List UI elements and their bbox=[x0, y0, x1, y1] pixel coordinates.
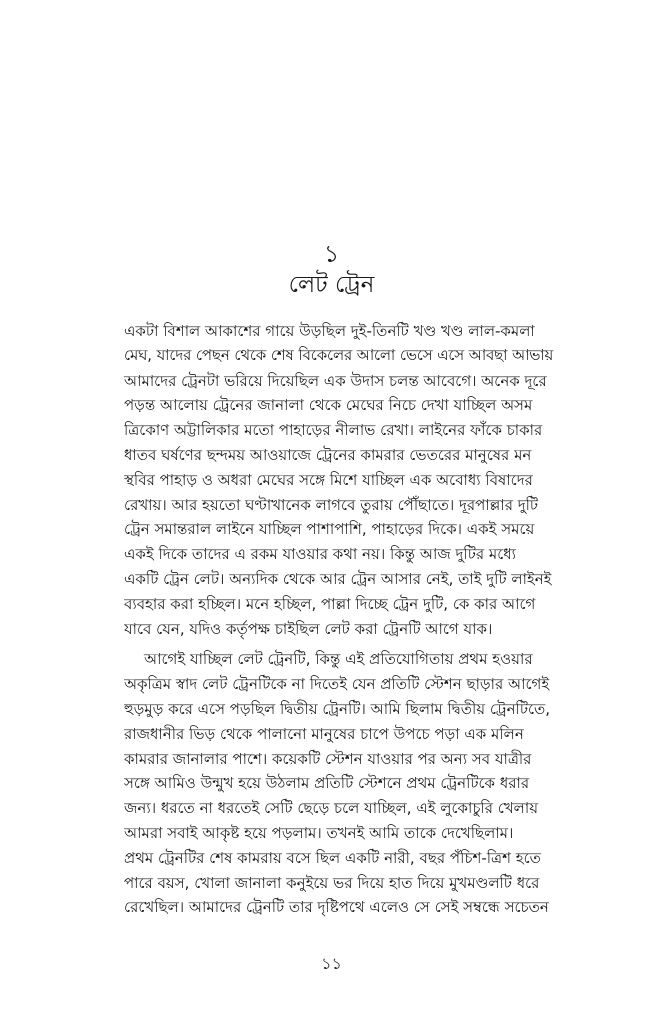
page-number: ১১ bbox=[321, 954, 342, 973]
text-line: প্রথম ট্রেনটির শেষ কামরায় বসে ছিল একটি নারী, বছর পঁচিশ-ত্রিশ হতে bbox=[124, 848, 541, 867]
text-line: ট্রেন সমান্তরাল লাইনে যাচ্ছিল পাশাপাশি, পাহাড়ের দিকে। একই সময়ে bbox=[124, 520, 535, 539]
text-line: পড়ন্ত আলোয় ট্রেনের জানালা থেকে মেঘের নিচে দেখা যাচ্ছিল অসম bbox=[124, 396, 533, 415]
text-line: আগেই যাচ্ছিল লেট ট্রেনটি, কিন্তু এই প্রতিযোগিতায় প্রথম হওয়ার bbox=[144, 650, 533, 669]
text-line: ব্যবহার করা হচ্ছিল। মনে হচ্ছিল, পাল্লা দিচ্ছে ট্রেন দুটি, কে কার আগে bbox=[124, 594, 536, 613]
text-line: ধাতব ঘর্ষণের ছন্দময় আওয়াজে ট্রেনের কামরার ভেতরের মানুষের মন bbox=[124, 445, 532, 464]
chapter-title: লেট ট্রেন bbox=[288, 272, 375, 298]
text-line: আমরা সবাই আকৃষ্ট হয়ে পড়লাম। তখনই আমি তাকে দেখেছিলাম। bbox=[124, 823, 514, 842]
text-line: মেঘ, যাদের পেছন থেকে শেষ বিকেলের আলো ভেসে এসে আবছা আভায় bbox=[124, 346, 554, 364]
text-line: যাবে যেন, যদিও কর্তৃপক্ষ চাইছিল লেট করা ট্রেনটি আগে যাক। bbox=[124, 619, 493, 638]
text-line: একই দিকে তাদের এ রকম যাওয়ার কথা নয়। কিন্তু আজ দুটির মধ্যে bbox=[124, 545, 517, 564]
text-line: একটা বিশাল আকাশের গায়ে উড়ছিল দুই-তিনটি খণ্ড খণ্ড লাল-কমলা bbox=[124, 322, 535, 340]
text-line: একটি ট্রেন লেট। অন্যদিক থেকে আর ট্রেন আসার নেই, তাই দুটি লাইনই bbox=[124, 569, 552, 588]
text-line: জন্য। ধরতে না ধরতেই সেটি ছেড়ে চলে যাচ্ছিল, এই লুকোচুরি খেলায় bbox=[124, 799, 539, 818]
text-line: হুড়মুড় করে এসে পড়ছিল দ্বিতীয় ট্রেনটি। আমি ছিলাম দ্বিতীয় ট্রেনটিতে, bbox=[124, 699, 551, 718]
text-line: আমাদের ট্রেনটা ভরিয়ে দিয়েছিল এক উদাস চলন্ত আবেগে। অনেক দূরে bbox=[124, 371, 547, 390]
text-line: অকৃত্রিম স্বাদ লেট ট্রেনটিকে না দিতেই যেন প্রতিটি স্টেশন ছাড়ার আগেই bbox=[124, 675, 550, 694]
text-line: পারে বয়স, খোলা জানালা কনুইয়ে ভর দিয়ে হাত দিয়ে মুখমণ্ডলটি ধরে bbox=[124, 873, 540, 892]
text-line: ত্রিকোণ অট্টালিকার মতো পাহাড়ের নীলাভ রেখা। লাইনের ফাঁকে চাকার bbox=[124, 421, 543, 440]
text-line: কামরার জানালার পাশে। কয়েকটি স্টেশন যাওয়ার পর অন্য সব যাত্রীর bbox=[124, 749, 532, 768]
paragraph-2 bbox=[124, 647, 558, 920]
body-text bbox=[124, 319, 558, 920]
text-line: সঙ্গে আমিও উন্মুখ হয়ে উঠলাম প্রতিটি স্টেশনে প্রথম ট্রেনটিকে ধরার bbox=[124, 774, 530, 793]
chapter-number: ১ bbox=[323, 240, 340, 268]
text-line: রেখেছিল। আমাদের ট্রেনটি তার দৃষ্টিপথে এলেও সে সেই সম্বন্ধে সচেতন bbox=[124, 898, 549, 917]
text-line: স্থবির পাহাড় ও অধরা মেঘের সঙ্গে মিশে যাচ্ছিল এক অবোধ্য বিষাদের bbox=[124, 470, 533, 489]
text-line: রেখায়। আর হয়তো ঘণ্টাখানেক লাগবে তুরায় পৌঁছাতে। দূরপাল্লার দুটি bbox=[124, 495, 539, 514]
text-line: রাজধানীর ভিড় থেকে পালানো মানুষের চাপে উপচে পড়া এক মলিন bbox=[124, 724, 524, 743]
paragraph-1 bbox=[124, 319, 558, 641]
